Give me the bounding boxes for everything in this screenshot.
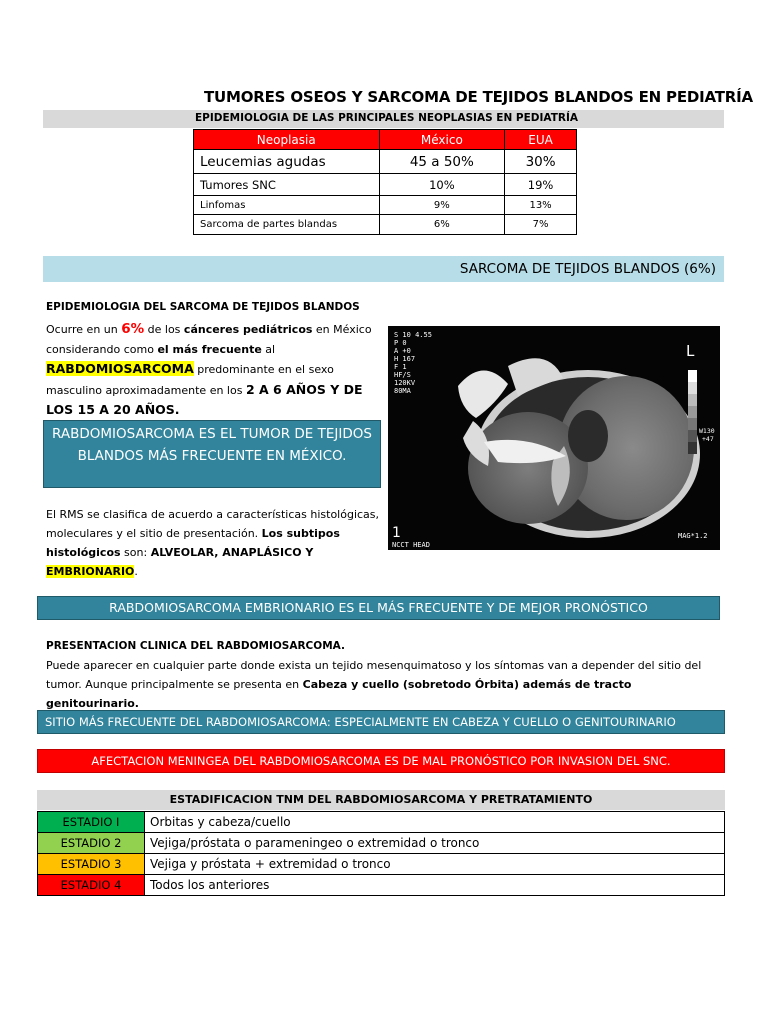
text-run: al xyxy=(261,342,276,356)
stage-description: Vejiga/próstata o parameningeo o extremidad o tronco xyxy=(145,833,725,854)
header-eua: EUA xyxy=(505,130,577,150)
sarcoma-epidemiology-heading: EPIDEMIOLOGIA DEL SARCOMA DE TEJIDOS BLANDOS xyxy=(46,301,360,313)
text-run: de los xyxy=(144,323,184,336)
ct-magnification: MAG*1.2 xyxy=(678,532,708,540)
subtypes-list: ALVEOLAR, ANAPLÁSICO Y xyxy=(150,546,314,559)
page-title: TUMORES OSEOS Y SARCOMA DE TEJIDOS BLANDOS EN PEDIATRÍA xyxy=(204,88,753,106)
ct-overlay-line: 80MA xyxy=(394,387,411,395)
table-cell: 13% xyxy=(505,196,577,215)
table-cell: 45 a 50% xyxy=(379,150,505,174)
bold-run: Cabeza y cuello (sobretodo Órbita) además de tracto genitourinario. xyxy=(46,678,632,710)
table-row xyxy=(194,174,577,196)
stage-description: Vejiga y próstata + extremidad o tronco xyxy=(145,854,725,875)
table-row xyxy=(38,875,725,896)
table-row xyxy=(194,215,577,235)
text-run: en México considerando como xyxy=(46,323,372,356)
table-cell: 30% xyxy=(505,150,577,174)
stage-description: Orbitas y cabeza/cuello xyxy=(145,812,725,833)
epidemiology-band xyxy=(43,110,724,128)
stage-description: Todos los anteriores xyxy=(145,875,725,896)
table-cell: 19% xyxy=(505,174,577,196)
epidemiology-table xyxy=(193,129,577,235)
sarcoma-epidemiology-paragraph xyxy=(46,320,382,421)
rabdo-callout-box: RABDOMIOSARCOMA ES EL TUMOR DE TEJIDOS BLANDOS MÁS FRECUENTE EN MÉXICO. xyxy=(43,420,381,488)
header-neoplasia: Neoplasia xyxy=(194,130,380,150)
clinical-paragraph xyxy=(46,656,722,713)
table-cell: 10% xyxy=(379,174,505,196)
sarcoma-section-title: SARCOMA DE TEJIDOS BLANDOS (6%) xyxy=(459,261,716,277)
table-cell: 9% xyxy=(379,196,505,215)
table-row xyxy=(38,854,725,875)
table-cell: Sarcoma de partes blandas xyxy=(194,215,380,235)
table-header-row xyxy=(194,130,577,150)
ct-overlay-line: P 0 xyxy=(394,339,407,347)
embrionario-highlight: EMBRIONARIO xyxy=(46,565,135,578)
embrionario-band: RABDOMIOSARCOMA EMBRIONARIO ES EL MÁS FRECUENTE Y DE MEJOR PRONÓSTICO xyxy=(37,596,720,620)
ct-level: +47 xyxy=(702,435,714,443)
table-row xyxy=(38,812,725,833)
ct-side-label: L xyxy=(686,342,695,360)
age-range: 2 A 6 AÑOS Y DE LOS 15 A 20 AÑOS. xyxy=(46,381,363,417)
bold-run: Los subtipos histológicos xyxy=(46,527,340,559)
percent-highlight: 6% xyxy=(121,321,145,337)
ct-caption: NCCT HEAD xyxy=(392,541,430,549)
meningea-band: AFECTACION MENINGEA DEL RABDOMIOSARCOMA ES DE MAL PRONÓSTICO POR INVASION DEL SNC. xyxy=(37,749,725,773)
ct-overlay-line: H 167 xyxy=(394,355,416,363)
bold-run: cánceres pediátricos xyxy=(183,323,313,336)
table-cell: 7% xyxy=(505,215,577,235)
header-mexico: México xyxy=(379,130,505,150)
sitio-band: SITIO MÁS FRECUENTE DEL RABDOMIOSARCOMA: ESPECIALMENTE EN CABEZA Y CUELLO O GENITOURINARIO xyxy=(37,710,725,734)
stage-label: ESTADIO 4 xyxy=(38,875,145,896)
table-row xyxy=(194,196,577,215)
ct-overlay-line: S 10 4.55 xyxy=(394,331,432,339)
table-cell: 6% xyxy=(379,215,505,235)
table-cell: Linfomas xyxy=(194,196,380,215)
table-row xyxy=(194,150,577,174)
table-row xyxy=(38,833,725,854)
text-run: Ocurre en un xyxy=(46,323,122,336)
text-run: predominante en el sexo masculino aproximadamente en los xyxy=(46,363,334,397)
text-run: El RMS se clasifica de acuerdo a características histológicas, moleculares y el sitio de presentación. xyxy=(46,508,380,540)
rabdomiosarcoma-highlight: RABDOMIOSARCOMA xyxy=(46,361,194,376)
text-run: son: xyxy=(120,546,151,559)
clinical-heading: PRESENTACION CLINICA DEL RABDOMIOSARCOMA. xyxy=(46,640,345,652)
text-run: . xyxy=(134,565,138,578)
table-cell: Leucemias agudas xyxy=(194,150,380,174)
classification-paragraph xyxy=(46,505,382,581)
sarcoma-section-band xyxy=(43,256,724,282)
bold-run: el más frecuente xyxy=(157,342,262,356)
ct-overlay-line: F 1 xyxy=(394,363,407,371)
ct-window: W130 xyxy=(699,427,715,435)
ct-scan-image xyxy=(388,326,720,550)
text-run: Puede aparecer en cualquier parte donde exista un tejido mesenquimatoso y los síntomas van a depender del sitio del tumor. Aunque principalmente se presenta en xyxy=(46,659,702,691)
epidemiology-band-label: EPIDEMIOLOGIA DE LAS PRINCIPALES NEOPLASIAS EN PEDIATRÍA xyxy=(195,112,579,124)
staging-table xyxy=(37,811,725,896)
stage-label: ESTADIO 2 xyxy=(38,833,145,854)
stage-label: ESTADIO 3 xyxy=(38,854,145,875)
table-cell: Tumores SNC xyxy=(194,174,380,196)
stage-label: ESTADIO I xyxy=(38,812,145,833)
ct-overlay-line: 120KV xyxy=(394,379,416,387)
ct-overlay-line: A +0 xyxy=(394,347,411,355)
staging-title: ESTADIFICACION TNM DEL RABDOMIOSARCOMA Y PRETRATAMIENTO xyxy=(37,790,725,810)
ct-slice-number: 1 xyxy=(392,525,401,541)
ct-overlay-line: HF/S xyxy=(394,371,411,379)
ct-scan-graphic xyxy=(388,326,720,550)
